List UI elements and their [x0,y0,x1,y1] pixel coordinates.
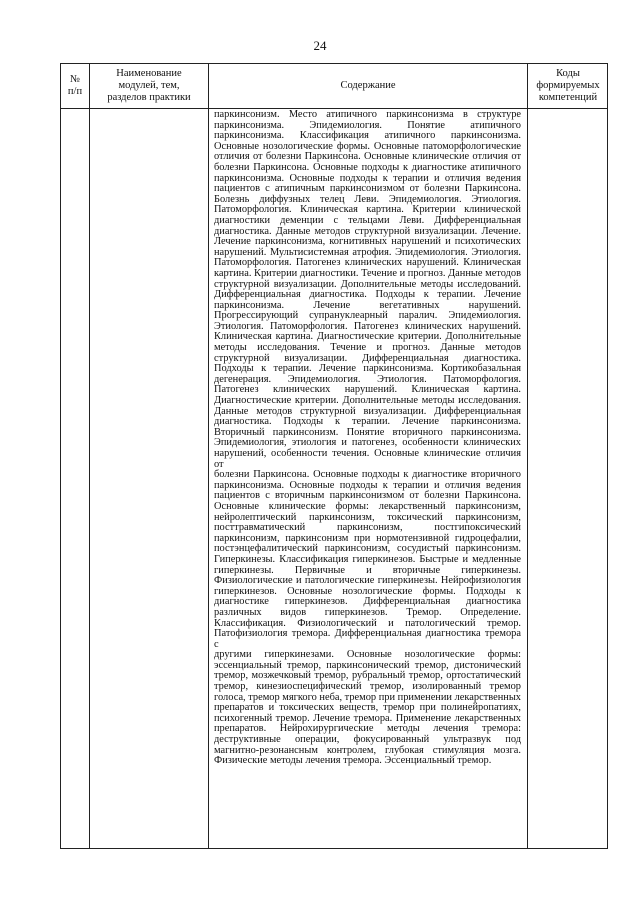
content-line: дегенерация. Эпидемиология. Этиология. Патоморфология. [214,373,521,385]
content-cell [214,110,521,767]
content-line: Диагностические критерии. Дополнительные методы исследования. [214,395,521,407]
content-line: паркинсонизм. Место атипичного паркинсонизма в структуре [214,110,521,120]
content-line: посттравматический паркинсонизм, постгипоксический [214,522,521,534]
content-line: структурной визуализации. Дифференциальная диагностика. [214,352,521,364]
content-line: пациентов с вторичным паркинсонизмом от болезни Паркинсона. [214,490,521,502]
content-line: Болезнь диффузных телец Леви. Эпидемиология. Этиология. [214,193,521,205]
content-line: Основные клинические формы: лекарственный паркинсонизм, [214,500,521,512]
content-line: методы исследования. Течение и прогноз. Данные методов [214,342,521,354]
content-line: психогенный тремор. Лечение тремора. Применение лекарственных [214,712,521,724]
content-line: паркинсонизм, паркинсонизм при нормотензивной гидроцефалии, [214,532,521,544]
content-line: Этиология. Патоморфология. Патогенез клинических нарушений. [214,320,521,332]
header-number: № п/п [67,74,83,97]
content-line: Гиперкинезы. Классификация гиперкинезов. Быстрые и медленные [214,553,521,565]
content-line: диагностика. Подходы к терапии. Лечение паркинсонизма. [214,416,521,428]
header-competence-codes: Коды формируемых компетенций [536,68,600,103]
content-line: магнитно-резонансным контролем, глубокая стимуляция мозга. [214,744,521,756]
content-line: Патоморфология. Клиническая картина. Критерии клинической [214,204,521,216]
content-line: Данные методов структурной визуализации. Дифференциальная [214,405,521,417]
content-line: структурной визуализации. Дополнительные методы исследований. [214,278,521,290]
content-line: различных видов гиперкинезов. Тремор. Определение. [214,606,521,618]
content-line: Физические методы лечения тремора. Эссенциальный тремор. [214,755,492,767]
content-line: нейролептический паркинсонизм, токсический паркинсонизм, [214,511,521,523]
content-line: эссенциальный тремор, паркинсонический тремор, дистонический [214,659,521,671]
content-line: Подходы к терапии. Лечение паркинсонизма. Кортикобазальная [214,363,521,375]
content-line: пациентов с атипичным паркинсонизмом от болезни Паркинсона. [214,183,521,195]
content-line: Патофизиология тремора. Дифференциальная диагностика тремора с [214,628,521,650]
content-line: Патоморфология. Патогенез клинических нарушений. Клиническая [214,257,521,269]
content-line: Прогрессирующий супрануклеарный паралич. Эпидемиология. [214,310,521,322]
column-divider [527,64,528,848]
content-line: нарушений. Мультисистемная атрофия. Эпидемиология. Этиология. [214,246,521,258]
content-line: Классификация. Физиологический и патологический тремор. [214,617,521,629]
curriculum-table [60,63,608,849]
content-line: Дифференциальная диагностика. Подходы к терапии. Лечение [214,289,521,301]
content-line: диагностики деменции с тельцами Леви. Дифференциальная [214,214,521,226]
content-line: постэнцефалитический паркинсонизм, сосудистый паркинсонизм. [214,543,521,555]
content-line: Патогенез клинических нарушений. Клиническая картина. [214,384,521,396]
content-line: болезни Паркинсона. Основные подходы к диагностике вторичного [214,469,521,481]
content-line: гиперкинезов. Основные нозологические формы. Подходы к [214,585,521,597]
header-divider [61,108,607,109]
content-line: Эпидемиология, этиология и патогенез, особенности клинических [214,437,521,449]
content-line: препаратов и токсических веществ, тремор при полинейропатиях, [214,702,521,714]
content-line: паркинсонизма. Эпидемиология. Понятие атипичного [214,119,521,131]
column-divider [208,64,209,848]
content-line: Лечение паркинсонизма, когнитивных нарушений и психотических [214,236,521,248]
content-line: Клиническая картина. Диагностические критерии. Дополнительные [214,331,521,343]
content-line: паркинсонизма. Основные подходы к терапии и отличия ведения [214,479,521,491]
content-line: тремор, мозжечковый тремор, рубральный тремор, ортостатический [214,670,521,682]
content-line: болезни Паркинсона. Основные подходы к диагностике атипичного [214,161,521,173]
content-line: нарушений, особенности течения. Основные клинические отличия от [214,448,521,470]
column-divider [89,64,90,848]
header-module-name: Наименование модулей, тем, разделов практики [107,68,191,103]
content-line: картина. Критерии диагностики. Течение и прогноз. Данные методов [214,267,521,279]
content-line: голоса, тремор мягкого неба, тремор при применении лекарственных [214,691,521,703]
content-line: препаратов. Нейрохирургические методы лечения тремора: [214,723,521,735]
content-line: диагностике гиперкинезов. Дифференциальная диагностика [214,596,521,608]
content-line: паркинсонизма. Основные подходы к терапии и отличия ведения [214,172,521,184]
content-line: паркинсонизма. Лечение вегетативных нарушений. [214,299,521,311]
content-line: деструктивные операции, фокусированный ультразвук под [214,734,521,746]
content-line: Вторичный паркинсонизм. Понятие вторичного паркинсонизма. [214,426,521,438]
content-line: гиперкинезы. Первичные и вторичные гиперкинезы. [214,564,521,576]
content-line: тремор, кинезиоспецифический тремор, изолированный тремор [214,681,521,693]
content-line: Основные нозологические формы. Основные патоморфологические [214,140,521,152]
content-line: другими гиперкинезами. Основные нозологические формы: [214,649,521,661]
header-content: Содержание [340,80,396,91]
content-line: диагностика. Данные методов структурной визуализации. Лечение. [214,225,521,237]
content-line: отличия от болезни Паркинсона. Основные клинические отличия от [214,151,521,163]
content-line: Физиологические и патологические гиперкинезы. Нейрофизиология [214,575,521,587]
content-line: паркинсонизма. Классификация атипичного паркинсонизма. [214,130,521,142]
page-number: 24 [313,38,327,53]
